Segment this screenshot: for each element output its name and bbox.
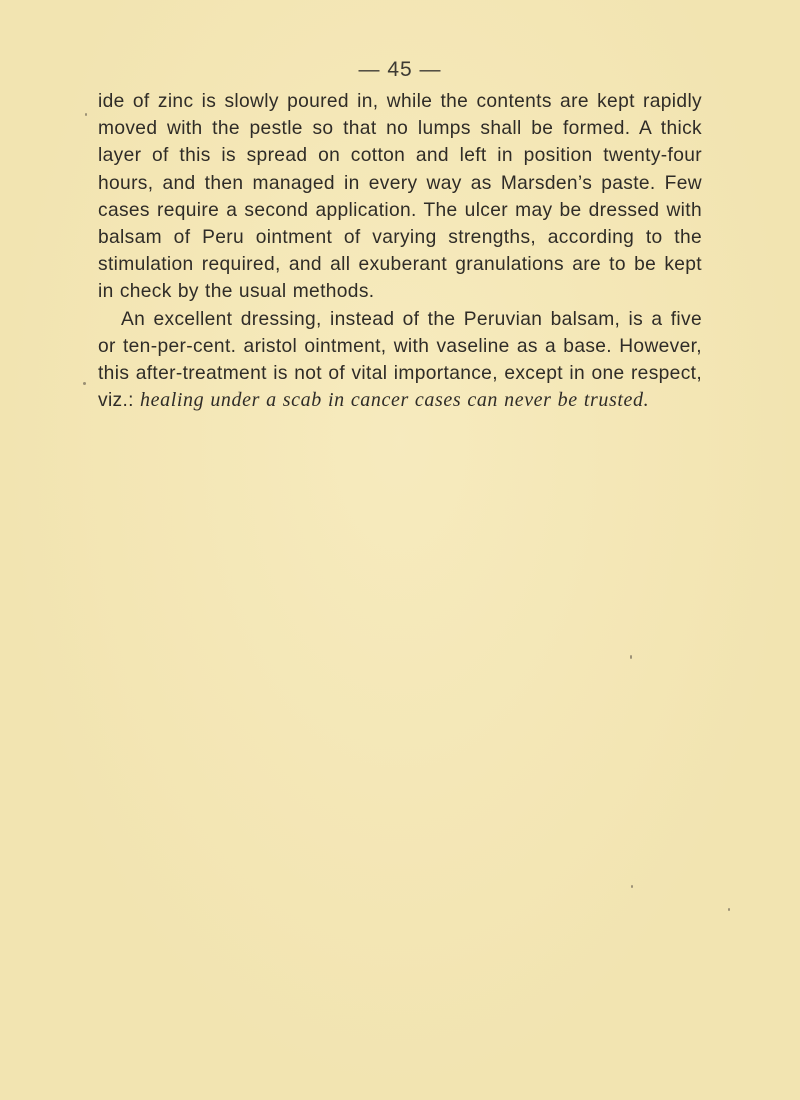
paragraph-2-italic: healing under a scab in cancer cases can never be trusted. — [140, 389, 650, 412]
page-number: — 45 — — [358, 58, 442, 81]
paper-speck — [630, 655, 632, 659]
paragraph-1: ide of zinc is slowly poured in, while the contents are kept rapidly moved with the pestle so that no lumps shall be formed. A thick layer of this is spread on cotton and left in position twenty-four hours, and then managed in every way as Marsden’s paste. Few cases require a second application. The ulcer may be dressed with balsam of Peru ointment of varying strengths, according to the stimulation required, and all exuberant granulations are to be kept in check by the usual methods. — [98, 91, 702, 303]
paper-speck — [631, 885, 633, 888]
paper-speck — [83, 382, 86, 385]
paper-speck — [85, 113, 87, 116]
paper-speck — [728, 908, 730, 911]
body-text — [98, 88, 702, 414]
paragraph-2 — [98, 306, 702, 415]
paragraph-2-text: An excellent dressing, instead of the Peruvian balsam, is a five or ten-per-cent. aristol ointment, with vaseline as a base. However, this after-treatment is not of vital importance, except in one respect, viz.: — [98, 308, 702, 412]
